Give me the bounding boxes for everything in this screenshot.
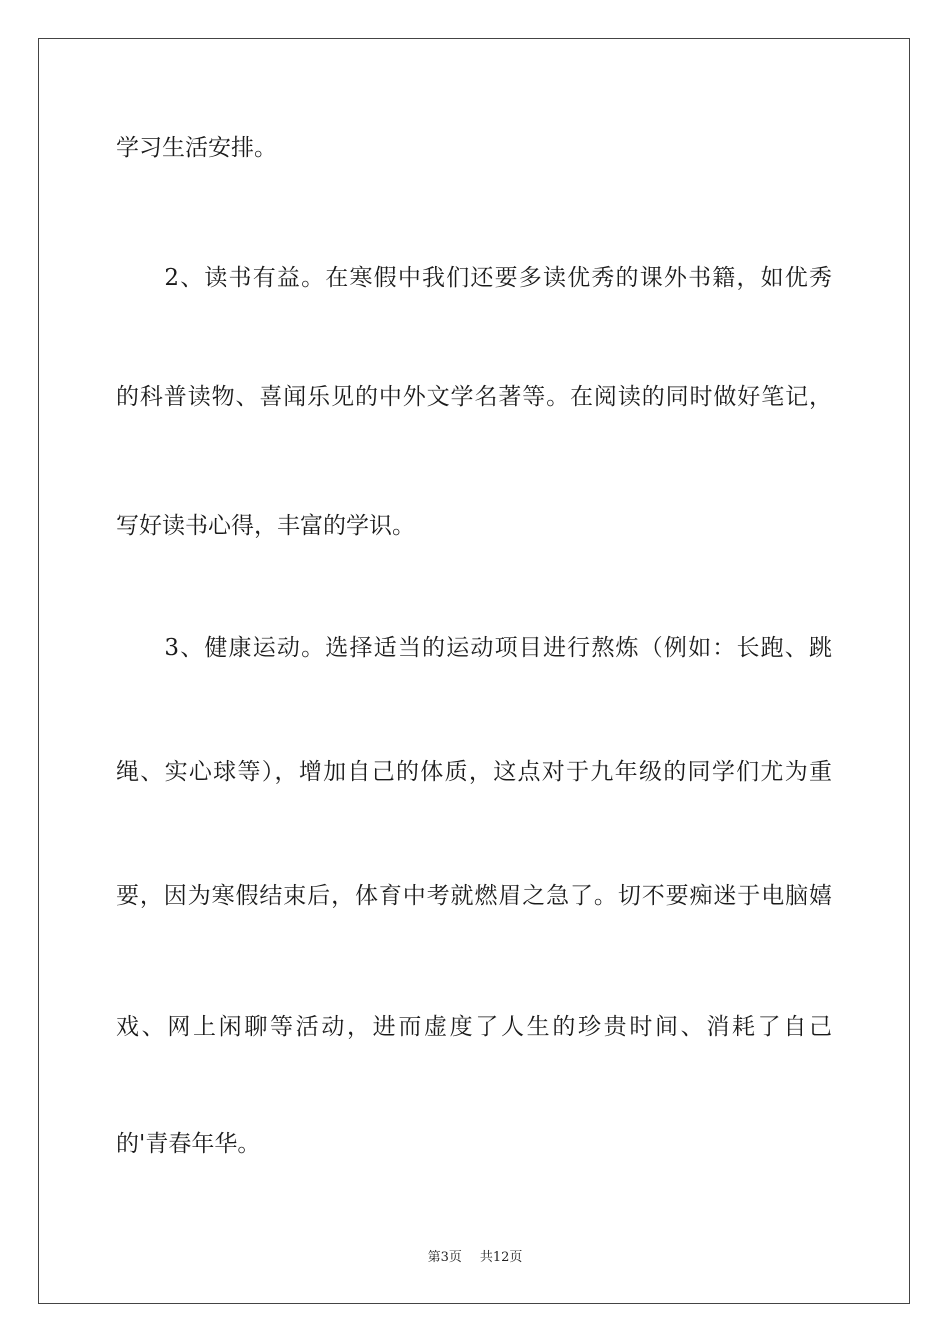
text-line-2: 2、读书有益。在寒假中我们还要多读优秀的课外书籍，如优秀	[116, 265, 832, 291]
page-number: 第3页	[427, 1250, 462, 1265]
text-line-1: 学习生活安排。	[116, 135, 277, 161]
page-frame	[38, 38, 910, 1304]
text-line-4: 写好读书心得，丰富的学识。	[116, 513, 415, 539]
text-line-3: 的科普读物、喜闻乐见的中外文学名著等。在阅读的同时做好笔记，	[116, 384, 832, 410]
text-line-5: 3、健康运动。选择适当的运动项目进行熬炼（例如：长跑、跳	[116, 635, 832, 661]
page-footer	[0, 1246, 950, 1265]
text-line-7: 要，因为寒假结束后，体育中考就燃眉之急了。切不要痴迷于电脑嬉	[116, 883, 832, 909]
text-line-6: 绳、实心球等），增加自己的体质，这点对于九年级的同学们尤为重	[116, 759, 832, 785]
text-line-8: 戏、网上闲聊等活动，进而虚度了人生的珍贵时间、消耗了自己	[116, 1014, 832, 1040]
text-line-9: 的'青春年华。	[116, 1131, 261, 1157]
page-total: 共12页	[479, 1250, 523, 1265]
